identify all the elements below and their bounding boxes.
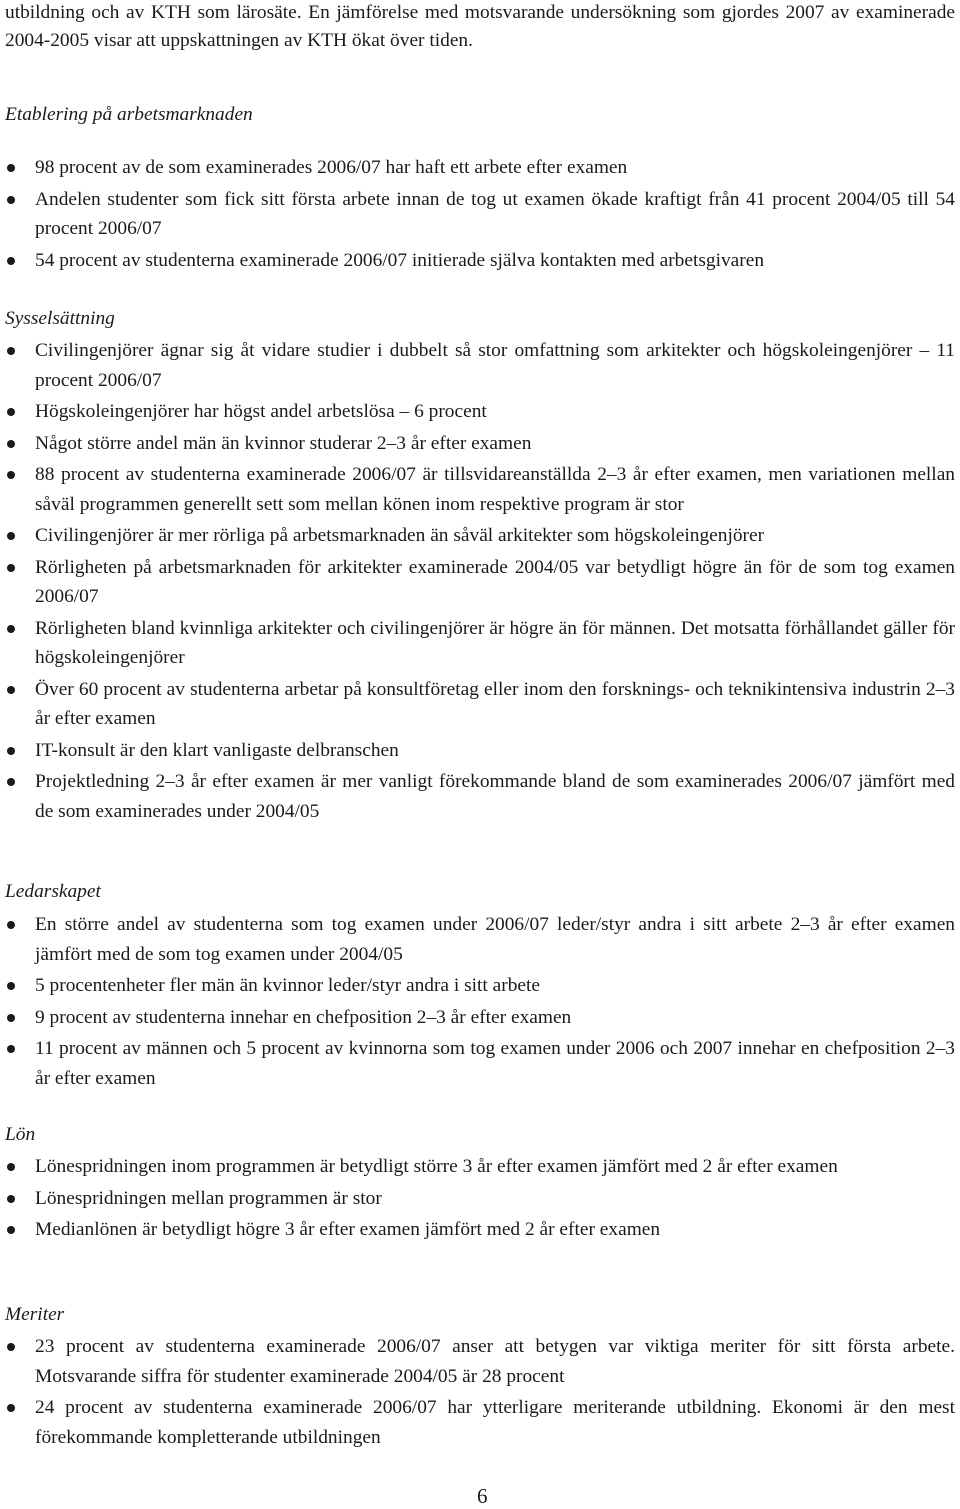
list-item-text: Rörligheten på arbetsmarknaden för arkitekter examinerade 2004/05 var betydligt högre än för de som tog examen 2006/07	[35, 556, 955, 607]
list-item	[5, 614, 955, 673]
bullet-icon	[7, 1014, 15, 1022]
list-item	[5, 1034, 955, 1093]
list-item	[5, 1003, 955, 1033]
bullet-icon	[7, 1195, 15, 1203]
section-heading-etablering: Etablering på arbetsmarknaden	[5, 104, 253, 125]
list-item-text: Andelen studenter som fick sitt första arbete innan de tog ut examen ökade kraftigt från 41 procent 2004/05 till 54 procent 2006/07	[35, 188, 955, 239]
list-item	[5, 1184, 955, 1214]
bullet-list-etablering	[5, 153, 955, 277]
list-item-text: Högskoleingenjörer har högst andel arbetslösa – 6 procent	[35, 401, 487, 422]
list-item	[5, 1215, 955, 1245]
list-item-text: 5 procentenheter fler män än kvinnor leder/styr andra i sitt arbete	[35, 975, 541, 996]
list-item-text: 23 procent av studenterna examinerade 2006/07 anser att betygen var viktiga meriter för sitt första arbete. Motsvarande siffra för studenter examinerade 2004/05 är 28 procent	[35, 1336, 955, 1387]
bullet-icon	[7, 686, 15, 694]
bullet-icon	[7, 408, 15, 416]
list-item	[5, 1152, 955, 1182]
list-item-text: Över 60 procent av studenterna arbetar på konsultföretag eller inom den forsknings- och teknikintensiva industrin 2–3 år efter examen	[35, 678, 955, 729]
list-item-text: Civilingenjörer är mer rörliga på arbetsmarknaden än såväl arkitekter som högskoleingenjörer	[35, 525, 765, 546]
section-heading-meriter: Meriter	[5, 1304, 65, 1325]
list-item-text: 9 procent av studenterna innehar en chefposition 2–3 år efter examen	[35, 1006, 572, 1028]
list-item	[5, 1332, 955, 1391]
bullet-icon	[7, 257, 15, 265]
bullet-icon	[7, 164, 15, 172]
bullet-icon	[7, 440, 15, 448]
list-item-text: IT-konsult är den klart vanligaste delbranschen	[35, 739, 399, 761]
list-item	[5, 429, 955, 459]
list-item-text: 24 procent av studenterna examinerade 2006/07 har ytterligare meriterande utbildning. Ekonomi är den mest förekommande kompletterande utbildningen	[35, 1397, 955, 1448]
bullet-icon	[7, 532, 15, 540]
bullet-icon	[7, 778, 15, 786]
list-item	[5, 185, 955, 244]
bullet-icon	[7, 747, 15, 755]
list-item-text: En större andel av studenterna som tog examen under 2006/07 leder/styr andra i sitt arbete 2–3 år efter examen jämfört med de som tog examen under 2004/05	[35, 914, 955, 965]
bullet-icon	[7, 347, 15, 355]
section-heading-lon: Lön	[5, 1124, 36, 1145]
list-item	[5, 553, 955, 612]
section-heading-sysselsattning: Sysselsättning	[5, 308, 115, 329]
bullet-icon	[7, 1343, 15, 1351]
list-item-text: Något större andel män än kvinnor studerar 2–3 år efter examen	[35, 432, 532, 454]
bullet-list-ledarskapet	[5, 910, 955, 1095]
intro-paragraph: utbildning och av KTH som lärosäte. En jämförelse med motsvarande undersökning som gjordes 2007 av examinerade 2004-2005 visar att uppskattningen av KTH ökat över tiden.	[5, 2, 955, 51]
list-item	[5, 397, 955, 427]
bullet-icon	[7, 1163, 15, 1171]
bullet-list-lon	[5, 1152, 955, 1247]
bullet-list-meriter	[5, 1332, 955, 1454]
bullet-icon	[7, 625, 15, 633]
list-item-text: 88 procent av studenterna examinerade 2006/07 är tillsvidareanställda 2–3 år efter examen, men variationen mellan såväl programmen generellt sett som mellan könen inom respektive program är stor	[35, 464, 955, 515]
page-number: 6	[477, 1484, 488, 1508]
list-item	[5, 971, 955, 1001]
bullet-list-sysselsattning	[5, 336, 955, 828]
bullet-icon	[7, 471, 15, 479]
bullet-icon	[7, 1226, 15, 1234]
list-item-text: 98 procent av de som examinerades 2006/07 har haft ett arbete efter examen	[35, 157, 628, 178]
list-item	[5, 767, 955, 826]
bullet-icon	[7, 1404, 15, 1412]
list-item	[5, 336, 955, 395]
bullet-icon	[7, 196, 15, 204]
list-item	[5, 153, 955, 183]
list-item-text: 11 procent av männen och 5 procent av kvinnorna som tog examen under 2006 och 2007 innehar en chefposition 2–3 år efter examen	[35, 1038, 955, 1089]
list-item-text: 54 procent av studenterna examinerade 2006/07 initierade själva kontakten med arbetsgivaren	[35, 249, 765, 271]
list-item-text: Lönespridningen mellan programmen är stor	[35, 1187, 382, 1209]
bullet-icon	[7, 982, 15, 990]
list-item	[5, 1393, 955, 1452]
list-item-text: Civilingenjörer ägnar sig åt vidare studier i dubbelt så stor omfattning som arkitekter och högskoleingenjörer – 11 procent 2006/07	[35, 340, 955, 391]
bullet-icon	[7, 921, 15, 929]
list-item-text: Projektledning 2–3 år efter examen är mer vanligt förekommande bland de som examinerades 2006/07 jämfört med de som examinerades under 2004/05	[35, 771, 955, 822]
bullet-icon	[7, 1045, 15, 1053]
list-item-text: Rörligheten bland kvinnliga arkitekter och civilingenjörer är högre än för männen. Det motsatta förhållandet gäller för högskoleingenjörer	[35, 617, 955, 668]
list-item	[5, 521, 955, 551]
list-item	[5, 910, 955, 969]
list-item	[5, 460, 955, 519]
list-item-text: Lönespridningen inom programmen är betydligt större 3 år efter examen jämfört med 2 år efter examen	[35, 1156, 838, 1177]
section-heading-ledarskapet: Ledarskapet	[5, 881, 101, 902]
list-item	[5, 736, 955, 766]
list-item	[5, 675, 955, 734]
list-item	[5, 246, 955, 276]
list-item-text: Medianlönen är betydligt högre 3 år efter examen jämfört med 2 år efter examen	[35, 1219, 661, 1240]
bullet-icon	[7, 564, 15, 572]
